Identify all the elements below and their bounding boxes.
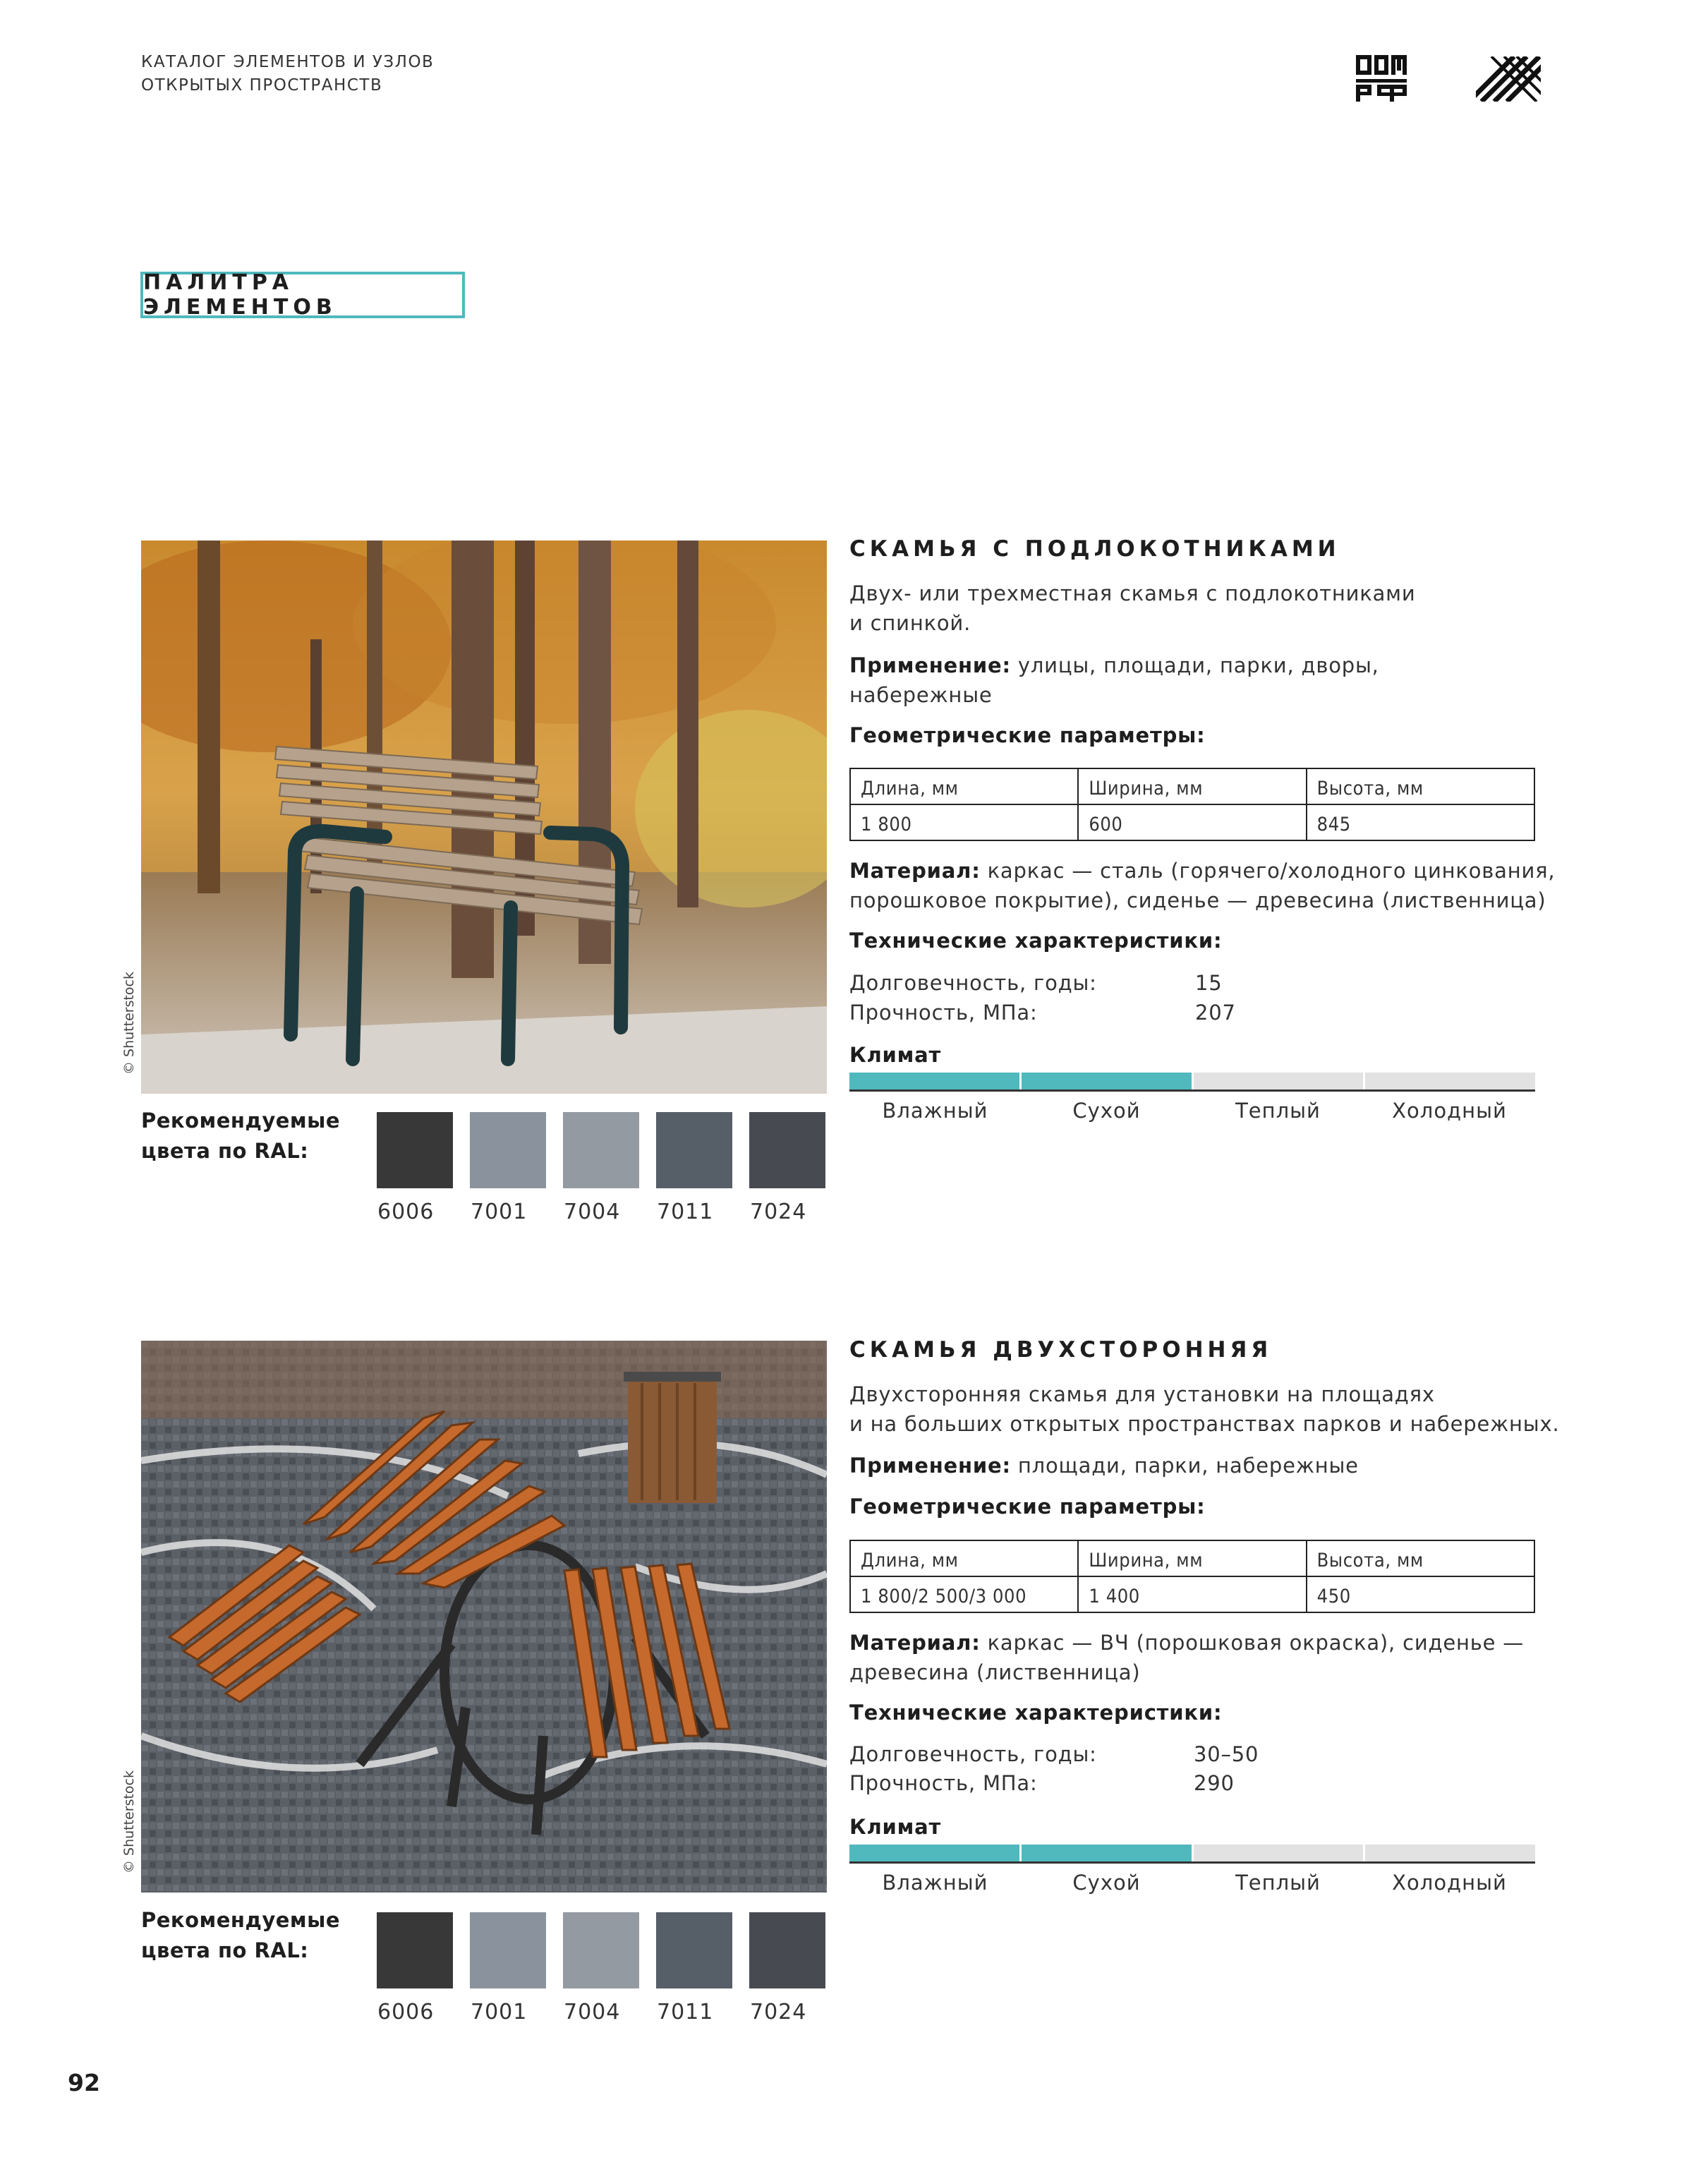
ral-code: 7001 <box>471 1200 528 1224</box>
ral-code: 7024 <box>750 1200 807 1224</box>
tech-durability-label: Долговечность, годы: <box>849 971 1097 995</box>
ral-swatch-7001 <box>470 1112 546 1188</box>
ral-label <box>141 1106 340 1166</box>
climate-label: Теплый <box>1235 1871 1321 1895</box>
header-line-1: КАТАЛОГ ЭЛЕМЕНТОВ И УЗЛОВ <box>141 53 435 71</box>
geo-header-width: Ширина, мм <box>1078 768 1306 804</box>
diagonal-pattern-logo-icon <box>1476 56 1541 102</box>
ral-code: 7004 <box>564 1200 621 1224</box>
ral-swatch-6006 <box>377 1912 453 1988</box>
application-label: Применение: <box>849 653 1011 677</box>
product-description <box>849 579 1416 638</box>
geo-header-width: Ширина, мм <box>1078 1540 1306 1576</box>
geo-value-height: 450 <box>1307 1576 1534 1612</box>
application-label: Применение: <box>849 1454 1011 1478</box>
tech-durability-label: Долговечность, годы: <box>849 1742 1097 1766</box>
tech-durability-value: 15 <box>1195 971 1223 995</box>
ral-swatch-7024 <box>749 1112 825 1188</box>
ral-swatch-7001 <box>470 1912 546 1988</box>
material-label: Материал: <box>849 1631 981 1655</box>
climate-heading: Климат <box>849 1815 942 1839</box>
ral-code: 7024 <box>750 2000 807 2024</box>
ral-label-line-1: Рекомендуемые <box>141 1109 341 1133</box>
material-text: древесина (лиственница) <box>849 1660 1141 1684</box>
ral-swatch-7024 <box>749 1912 825 1988</box>
product-title: СКАМЬЯ С ПОДЛОКОТНИКАМИ <box>849 536 1340 562</box>
ral-code: 7001 <box>471 2000 528 2024</box>
climate-heading: Климат <box>849 1043 942 1067</box>
ral-code: 6006 <box>377 1200 435 1224</box>
geo-value-height: 845 <box>1307 804 1534 840</box>
climate-label: Сухой <box>1072 1871 1141 1895</box>
climate-segment-humid <box>849 1845 1022 1861</box>
material-text: порошковое покрытие), сиденье — древесина (лиственница) <box>849 888 1546 912</box>
ral-swatch-7011 <box>656 1112 732 1188</box>
header-line-2: ОТКРЫТЫХ ПРОСТРАНСТВ <box>141 76 383 95</box>
product-application <box>849 651 1379 710</box>
photo-credit: © Shutterstock <box>121 1770 137 1874</box>
geometry-table <box>849 768 1535 841</box>
geo-header-height: Высота, мм <box>1307 768 1534 804</box>
ral-label <box>141 1905 340 1966</box>
climate-segment-dry <box>1022 1073 1194 1089</box>
climate-indicator <box>849 1073 1535 1123</box>
ral-code: 7011 <box>657 2000 714 2024</box>
ral-swatch-6006 <box>377 1112 453 1188</box>
climate-label: Влажный <box>882 1099 988 1123</box>
section-title: ПАЛИТРА ЭЛЕМЕНТОВ <box>140 272 465 318</box>
geometry-table <box>849 1540 1535 1613</box>
climate-indicator <box>849 1845 1535 1895</box>
climate-segment-warm <box>1194 1845 1366 1861</box>
bench-armrests-photo <box>141 541 827 1094</box>
ral-swatch-7004 <box>563 1112 639 1188</box>
geometry-heading: Геометрические параметры: <box>849 723 1206 747</box>
ral-swatch-7011 <box>656 1912 732 1988</box>
description-line: и на больших открытых пространствах парков и набережных. <box>849 1412 1560 1436</box>
ral-swatch-7004 <box>563 1912 639 1988</box>
product-title: СКАМЬЯ ДВУХСТОРОННЯЯ <box>849 1337 1273 1363</box>
double-sided-bench-photo <box>141 1341 827 1893</box>
geo-header-height: Высота, мм <box>1307 1540 1534 1576</box>
geo-header-length: Длина, мм <box>850 1540 1078 1576</box>
ral-code: 7004 <box>564 2000 621 2024</box>
description-line: Двухсторонняя скамья для установки на площадях <box>849 1382 1435 1406</box>
tech-strength-label: Прочность, МПа: <box>849 1771 1038 1795</box>
climate-bar <box>849 1073 1535 1089</box>
climate-label: Теплый <box>1235 1099 1321 1123</box>
tech-strength-value: 207 <box>1195 1001 1236 1025</box>
ral-code: 7011 <box>657 1200 714 1224</box>
material-text: каркас — сталь (горячего/холодного цинкования, <box>980 859 1556 883</box>
geo-value-length: 1 800 <box>850 804 1078 840</box>
climate-segment-dry <box>1022 1845 1194 1861</box>
document-header <box>141 51 434 97</box>
climate-segment-cold <box>1365 1845 1535 1861</box>
geo-header-length: Длина, мм <box>850 768 1078 804</box>
climate-label: Холодный <box>1392 1871 1507 1895</box>
application-text: площади, парки, набережные <box>1010 1454 1359 1478</box>
geometry-heading: Геометрические параметры: <box>849 1495 1206 1519</box>
climate-label: Влажный <box>882 1871 988 1895</box>
material-text: каркас — ВЧ (порошковая окраска), сиденье — <box>980 1631 1525 1655</box>
material-label: Материал: <box>849 859 981 883</box>
climate-label: Холодный <box>1392 1099 1507 1123</box>
ral-label-line-1: Рекомендуемые <box>141 1908 341 1932</box>
description-line: и спинкой. <box>849 611 971 635</box>
page-number: 92 <box>68 2069 100 2096</box>
geo-value-length: 1 800/2 500/3 000 <box>850 1576 1078 1612</box>
application-text: улицы, площади, парки, дворы, <box>1010 653 1379 677</box>
ral-label-line-2: цвета по RAL: <box>141 1139 309 1163</box>
climate-baseline <box>849 1089 1535 1092</box>
description-line: Двух- или трехместная скамья с подлокотниками <box>849 581 1416 605</box>
application-text: набережные <box>849 683 993 707</box>
tech-heading: Технические характеристики: <box>849 1701 1223 1725</box>
photo-credit: © Shutterstock <box>121 972 137 1075</box>
product-material <box>849 856 1555 915</box>
tech-durability-value: 30–50 <box>1194 1742 1259 1766</box>
climate-bar <box>849 1845 1535 1861</box>
climate-segment-humid <box>849 1073 1022 1089</box>
ral-label-line-2: цвета по RAL: <box>141 1938 309 1962</box>
tech-strength-value: 290 <box>1194 1771 1235 1795</box>
tech-heading: Технические характеристики: <box>849 929 1223 953</box>
climate-segment-cold <box>1365 1073 1535 1089</box>
dom-rf-logo-icon <box>1356 54 1407 102</box>
tech-strength-label: Прочность, МПа: <box>849 1001 1038 1025</box>
climate-segment-warm <box>1194 1073 1366 1089</box>
product-description <box>849 1380 1559 1439</box>
geo-value-width: 600 <box>1078 804 1306 840</box>
product-application <box>849 1451 1359 1480</box>
geo-value-width: 1 400 <box>1078 1576 1306 1612</box>
climate-baseline <box>849 1861 1535 1864</box>
ral-code: 6006 <box>377 2000 435 2024</box>
product-material <box>849 1628 1524 1687</box>
climate-label: Сухой <box>1072 1099 1141 1123</box>
